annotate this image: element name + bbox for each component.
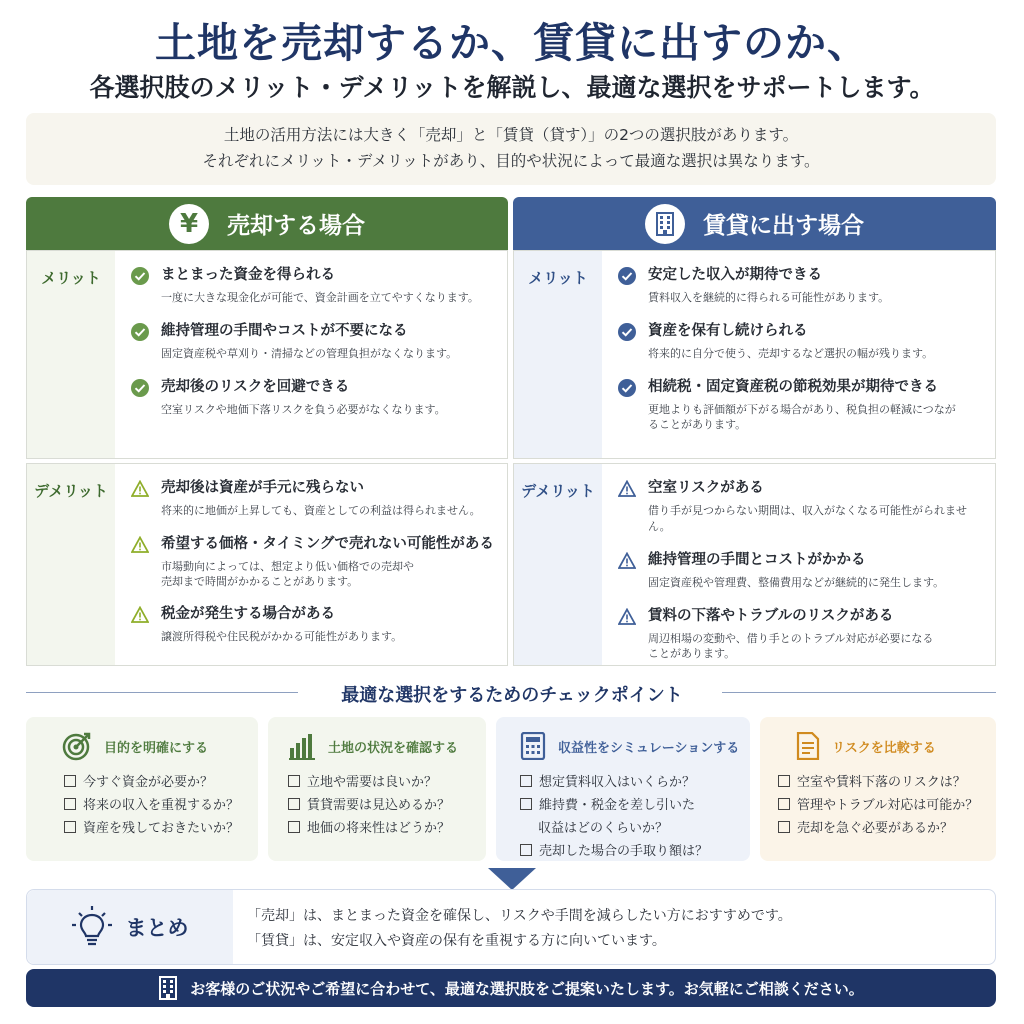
checkbox-icon [64,775,76,787]
checkbox-icon [288,821,300,833]
summary-line-2: 「賃貸」は、安定収入や資産の保有を重視する方に向いています。 [247,933,666,949]
checklist-item: 将来の収入を重視するか？ [64,794,258,817]
check-circle-icon [618,323,636,341]
sell-demerit-label: デメリット [27,464,115,665]
sell-merit-label: メリット [27,251,115,458]
rent-heading: 賃貸に出す場合 [703,213,864,239]
checkpoint-card-risk [760,717,996,861]
rent-merit-label: メリット [514,251,602,458]
list-item: 資産を保有し続けられる 将来的に自分で使う、売却するなど選択の幅が残ります。 [618,321,989,362]
checkbox-icon [520,798,532,810]
checklist-item: 立地や需要は良いか？ [288,771,486,794]
warning-icon [131,606,149,624]
summary-box [26,889,996,965]
rent-merit-section [513,250,996,459]
summary-label: まとめ [125,916,189,940]
checkbox-icon [778,798,790,810]
checklist-item: 資産を残しておきたいか？ [64,817,258,840]
bar-chart-icon [288,732,316,760]
checkbox-icon [288,775,300,787]
building-icon [158,976,178,1000]
checklist-item: 売却を急ぐ必要があるか？ [778,817,996,840]
warning-icon [618,552,636,570]
checklist-item: 今すぐ資金が必要か？ [64,771,258,794]
checkbox-icon [778,775,790,787]
checkbox-icon [288,798,300,810]
checkbox-icon [520,775,532,787]
checklist-item: 維持費・税金を差し引いた [520,794,750,817]
card-title: 土地の状況を確認する [328,740,459,756]
list-item: 維持管理の手間やコストが不要になる 固定資産税や草刈り・清掃などの管理負担がなくなります。 [131,321,501,362]
checkbox-icon [520,844,532,856]
checkbox-icon [64,798,76,810]
building-icon [645,204,685,244]
checkpoint-card-land [268,717,486,861]
checklist-item: 売却した場合の手取り額は？ [520,840,750,863]
list-item: まとまった資金を得られる 一度に大きな現金化が可能で、資金計画を立てやすくなります。 [131,265,501,306]
down-arrow-icon [488,868,536,890]
list-item: 希望する価格・タイミングで売れない可能性がある 市場動向によっては、想定より低い価格での売却や 売却まで時間がかかることがあります。 [131,534,501,589]
target-icon [62,731,92,761]
list-item: 相続税・固定資産税の節税効果が期待できる 更地よりも評価額が下がる場合があり、税負担の軽減につなが ることがあります。 [618,377,989,432]
check-circle-icon [131,267,149,285]
intro-box [26,113,996,185]
checkbox-icon [778,821,790,833]
footer-text: お客様のご状況やご希望に合わせて、最適な選択肢をご提案いたします。お気軽にご相談ください。 [190,979,864,998]
list-item: 安定した収入が期待できる 賃料収入を継続的に得られる可能性があります。 [618,265,989,306]
card-title: リスクを比較する [832,740,936,756]
card-title: 収益性をシミュレーションする [558,740,740,756]
list-item: 維持管理の手間とコストがかかる 固定資産税や管理費、整備費用などが継続的に発生します。 [618,550,989,591]
check-circle-icon [131,379,149,397]
checklist-item: 地価の将来性はどうか？ [288,817,486,840]
checklist-item: 管理やトラブル対応は可能か？ [778,794,996,817]
checklist-item: 想定賃料収入はいくらか？ [520,771,750,794]
intro-line-1: 土地の活用方法には大きく「売却」と「賃貸（貸す）」の2つの選択肢があります。 [223,126,799,144]
checklist-item: 収益はどのくらいか？ [538,821,669,836]
check-circle-icon [618,379,636,397]
list-item: 空室リスクがある 借り手が見つからない期間は、収入がなくなる可能性がられません。 [618,478,989,535]
rent-demerit-section [513,463,996,666]
footer-banner [26,969,996,1007]
yen-icon: ¥ [169,204,209,244]
checkbox-icon [64,821,76,833]
checklist-item: 賃貸需要は見込めるか？ [288,794,486,817]
checkpoint-card-purpose [26,717,258,861]
page-subtitle: 各選択肢のメリット・デメリットを解説し、最適な選択をサポートします。 [89,73,935,102]
list-item: 税金が発生する場合がある 譲渡所得税や住民税がかかる可能性があります。 [131,604,501,645]
card-title: 目的を明確にする [104,740,209,756]
sell-heading: 売却する場合 [227,213,365,239]
rent-demerit-label: デメリット [514,464,602,665]
sell-header [26,197,508,250]
rent-header [513,197,996,250]
calculator-icon [520,732,546,760]
sell-merit-section [26,250,508,459]
lightbulb-icon [72,905,112,949]
list-item: 賃料の下落やトラブルのリスクがある 周辺相場の変動や、借り手とのトラブル対応が必要になる ことがあります。 [618,606,989,661]
checklist-item: 空室や賃料下落のリスクは？ [778,771,996,794]
checkpoint-card-simulation [496,717,750,861]
checkpoints-title: 最適な選択をするためのチェックポイント [341,685,683,706]
check-circle-icon [618,267,636,285]
summary-line-1: 「売却」は、まとまった資金を確保し、リスクや手間を減らしたい方におすすめです。 [247,908,792,924]
check-circle-icon [131,323,149,341]
warning-icon [131,480,149,498]
page-title: 土地を売却するか、賃貸に出すのか、 [155,19,869,67]
warning-icon [618,608,636,626]
list-item: 売却後は資産が手元に残らない 将来的に地価が上昇しても、資産としての利益は得られません。 [131,478,501,519]
sell-demerit-section [26,463,508,666]
warning-icon [131,536,149,554]
intro-line-2: それぞれにメリット・デメリットがあり、目的や状況によって最適な選択は異なります。 [202,152,820,170]
warning-icon [618,480,636,498]
list-item: 売却後のリスクを回避できる 空室リスクや地価下落リスクを負う必要がなくなります。 [131,377,501,418]
document-icon [796,732,820,760]
